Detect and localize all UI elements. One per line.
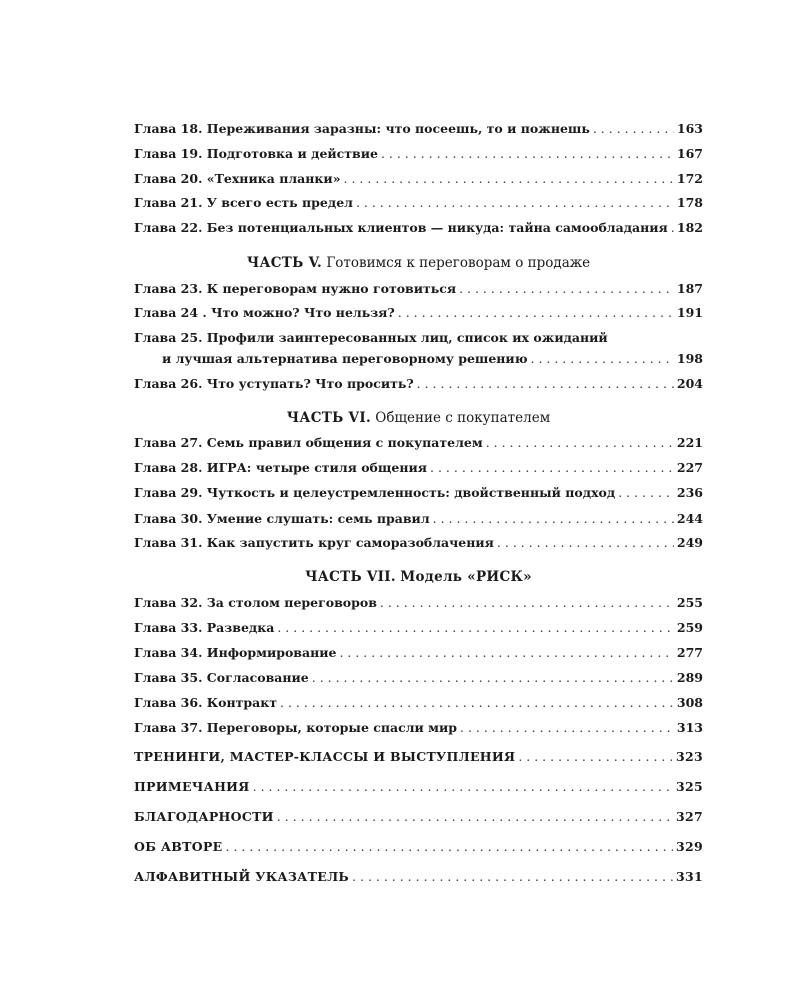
toc-entry[interactable] bbox=[134, 220, 703, 236]
dot-leader bbox=[277, 620, 674, 636]
dot-leader bbox=[277, 809, 673, 825]
toc-entry-title: Глава 30. Умение слушать: семь правил bbox=[134, 511, 430, 526]
toc-entry-title: ТРЕНИНГИ, МАСТЕР-КЛАССЫ И ВЫСТУПЛЕНИЯ bbox=[134, 749, 516, 764]
dot-leader bbox=[593, 121, 674, 137]
part-heading[interactable] bbox=[134, 409, 703, 427]
toc-entry-title: Глава 36. Контракт bbox=[134, 695, 277, 710]
toc-entry-title: Глава 33. Разведка bbox=[134, 620, 275, 635]
dot-leader bbox=[344, 171, 674, 187]
toc-entry[interactable] bbox=[134, 376, 703, 392]
toc-entry[interactable] bbox=[134, 749, 703, 765]
toc-entry[interactable] bbox=[134, 281, 703, 297]
toc-entry-title: БЛАГОДАРНОСТИ bbox=[134, 809, 274, 824]
toc-entry[interactable] bbox=[134, 720, 703, 736]
part-number: ЧАСТЬ V. bbox=[246, 255, 323, 271]
part-title: Модель «РИСК» bbox=[400, 569, 532, 585]
toc-entry-page: 167 bbox=[676, 146, 703, 161]
part-title: Готовимся к переговорам о продаже bbox=[326, 255, 591, 271]
toc-entry-title: Глава 18. Переживания заразны: что посеешь, то и пожнешь bbox=[134, 121, 590, 136]
toc-entry-page: 191 bbox=[676, 305, 703, 320]
toc-entry-line1[interactable] bbox=[134, 330, 703, 346]
dot-leader bbox=[339, 645, 673, 661]
toc-entry-page: 249 bbox=[676, 535, 703, 550]
toc-entry-page: 308 bbox=[676, 695, 703, 710]
toc-entry-title: Глава 22. Без потенциальных клиентов — никуда: тайна самообладания bbox=[134, 220, 668, 235]
toc-entry-title: Глава 32. За столом переговоров bbox=[134, 595, 377, 610]
dot-leader bbox=[531, 351, 674, 367]
toc-entry[interactable] bbox=[134, 171, 703, 187]
toc-entry-page: 198 bbox=[676, 351, 703, 366]
toc-entry-title: Глава 25. Профили заинтересованных лиц, список их ожиданий bbox=[134, 330, 608, 345]
dot-leader bbox=[430, 460, 674, 476]
toc-entry-page: 313 bbox=[676, 720, 703, 735]
toc-entry-page: 221 bbox=[676, 435, 703, 450]
toc-entry-page: 325 bbox=[676, 779, 703, 794]
toc-entry-title-cont: и лучшая альтернатива переговорному решению bbox=[162, 351, 528, 366]
dot-leader bbox=[352, 869, 673, 885]
toc-entry[interactable] bbox=[134, 435, 703, 451]
dot-leader bbox=[398, 305, 674, 321]
toc-entry-title: АЛФАВИТНЫЙ УКАЗАТЕЛЬ bbox=[134, 869, 350, 884]
toc-entry[interactable] bbox=[134, 146, 703, 162]
part-title: Общение с покупателем bbox=[375, 410, 551, 426]
toc-entry-title: Глава 23. К переговорам нужно готовиться bbox=[134, 281, 457, 296]
dot-leader bbox=[460, 720, 674, 736]
dot-leader bbox=[356, 195, 674, 211]
toc-entry-title: Глава 24 . Что можно? Что нельзя? bbox=[134, 305, 395, 320]
dot-leader bbox=[518, 749, 673, 765]
toc-entry-title: ОБ АВТОРЕ bbox=[134, 839, 223, 854]
toc-entry-title: Глава 34. Информирование bbox=[134, 645, 337, 660]
toc-entry[interactable] bbox=[134, 595, 703, 611]
dot-leader bbox=[459, 281, 674, 297]
toc-entry-page: 182 bbox=[676, 220, 703, 235]
toc-entry-page: 236 bbox=[676, 485, 703, 500]
toc-entry-title: Глава 27. Семь правил общения с покупателем bbox=[134, 435, 483, 450]
toc-entry-page: 163 bbox=[676, 121, 703, 136]
toc-entry[interactable] bbox=[134, 195, 703, 211]
toc-entry-line2[interactable] bbox=[162, 351, 703, 367]
toc-entry[interactable] bbox=[134, 121, 703, 137]
toc-entry-title: Глава 29. Чуткость и целеустремленность: двойственный подход bbox=[134, 485, 616, 500]
toc-entry[interactable] bbox=[134, 305, 703, 321]
dot-leader bbox=[671, 220, 674, 236]
dot-leader bbox=[381, 146, 674, 162]
toc-entry-title: Глава 31. Как запустить круг саморазоблачения bbox=[134, 535, 494, 550]
toc-entry-title: ПРИМЕЧАНИЯ bbox=[134, 779, 250, 794]
dot-leader bbox=[433, 511, 674, 527]
part-number: ЧАСТЬ VII. bbox=[305, 569, 396, 585]
toc-entry-page: 204 bbox=[676, 376, 703, 391]
dot-leader bbox=[226, 839, 674, 855]
toc-entry-page: 327 bbox=[676, 809, 703, 824]
toc-entry-title: Глава 28. ИГРА: четыре стиля общения bbox=[134, 460, 428, 475]
dot-leader bbox=[618, 485, 674, 501]
toc-entry-page: 323 bbox=[676, 749, 703, 764]
toc-entry-page: 244 bbox=[676, 511, 703, 526]
toc-entry-page: 172 bbox=[676, 171, 703, 186]
toc-entry-page: 289 bbox=[676, 670, 703, 685]
toc-entry-title: Глава 19. Подготовка и действие bbox=[134, 146, 378, 161]
toc-entry-page: 187 bbox=[676, 281, 703, 296]
dot-leader bbox=[497, 535, 674, 551]
toc-entry[interactable] bbox=[134, 809, 703, 825]
dot-leader bbox=[280, 695, 674, 711]
toc-entry[interactable] bbox=[134, 485, 703, 501]
toc-entry-title: Глава 21. У всего есть предел bbox=[134, 195, 353, 210]
toc-entry-page: 255 bbox=[676, 595, 703, 610]
part-heading[interactable] bbox=[134, 254, 703, 272]
toc-entry[interactable] bbox=[134, 460, 703, 476]
toc-entry[interactable] bbox=[134, 695, 703, 711]
toc-entry-title: Глава 37. Переговоры, которые спасли мир bbox=[134, 720, 458, 735]
toc-entry-title: Глава 20. «Техника планки» bbox=[134, 171, 341, 186]
toc-entry-page: 277 bbox=[676, 645, 703, 660]
toc-entry[interactable] bbox=[134, 511, 703, 527]
part-heading[interactable] bbox=[134, 568, 703, 586]
toc-entry[interactable] bbox=[134, 839, 703, 855]
toc-entry-page: 227 bbox=[676, 460, 703, 475]
toc-entry-title: Глава 35. Согласование bbox=[134, 670, 309, 685]
toc-entry[interactable] bbox=[134, 620, 703, 636]
toc-entry-page: 331 bbox=[676, 869, 703, 884]
toc-entry[interactable] bbox=[134, 645, 703, 661]
toc-entry-page: 178 bbox=[676, 195, 703, 210]
dot-leader bbox=[417, 376, 674, 392]
toc-entry-title: Глава 26. Что уступать? Что просить? bbox=[134, 376, 414, 391]
dot-leader bbox=[380, 595, 674, 611]
part-number: ЧАСТЬ VI. bbox=[286, 410, 371, 426]
toc-entry-page: 259 bbox=[676, 620, 703, 635]
toc-entry[interactable] bbox=[134, 869, 703, 885]
toc-entry[interactable] bbox=[134, 535, 703, 551]
dot-leader bbox=[486, 435, 674, 451]
toc-entry[interactable] bbox=[134, 779, 703, 795]
dot-leader bbox=[253, 779, 673, 795]
toc-entry[interactable] bbox=[134, 670, 703, 686]
dot-leader bbox=[312, 670, 674, 686]
toc-entry-page: 329 bbox=[676, 839, 703, 854]
